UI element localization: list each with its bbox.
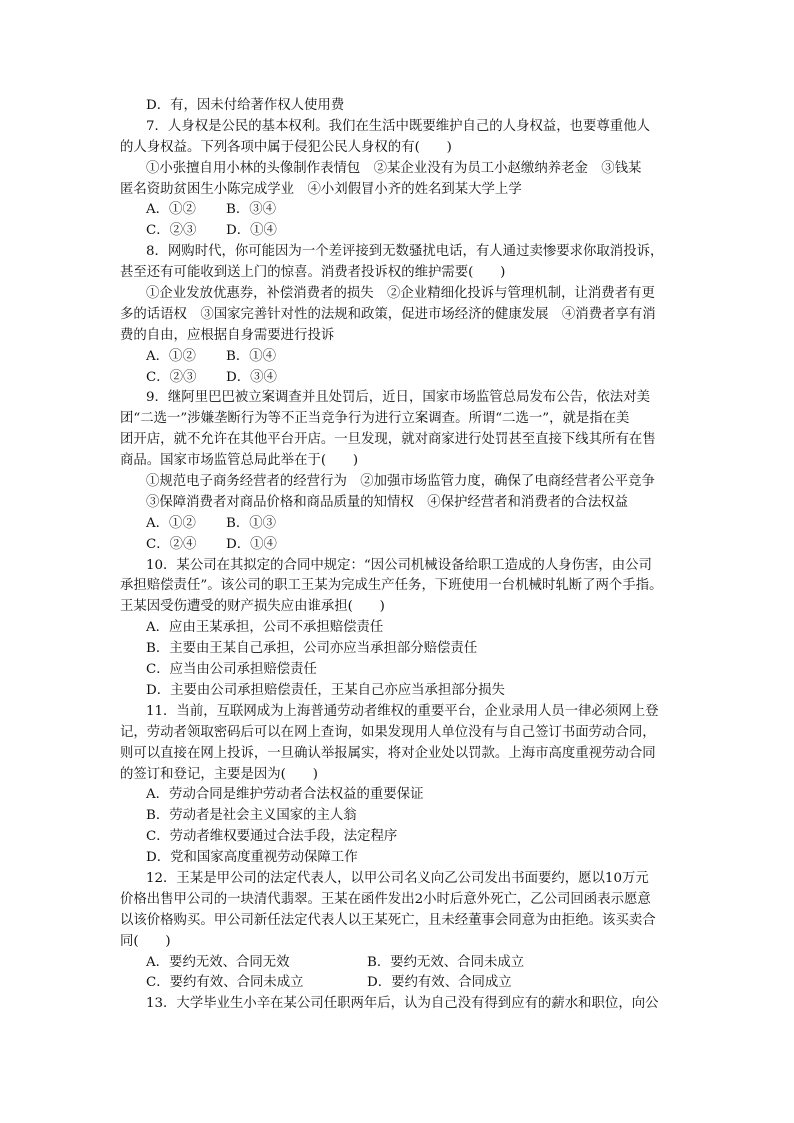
question-7-statements: ①小张擅自用小林的头像制作表情包 ②某企业没有为员工小赵缴纳养老金 ③钱某 [146, 160, 642, 176]
option-a: A．①② [146, 348, 196, 364]
question-8-options-row [120, 347, 680, 368]
option-d: D．党和国家高度重视劳动保障工作 [146, 850, 358, 866]
option-a: A．劳动合同是维护劳动者合法权益的重要保证 [146, 787, 424, 803]
question-9-statements: ①规范电子商务经营者的经营行为 ②加强市场监管力度，确保了电商经营者公平竞争 [146, 474, 655, 490]
document-page [120, 96, 680, 1015]
option-a: A．①② [146, 515, 196, 531]
question-11-stem: 则可以直接在网上投诉，一旦确认举报属实，将对企业处以罚款。上海市高度重视劳动合同 [120, 745, 656, 761]
question-8-statements: 费的自由，应根据自身需要进行投诉 [120, 327, 335, 343]
question-8-stem: 甚至还有可能收到送上门的惊喜。消费者投诉权的维护需要( ) [120, 265, 506, 281]
option-d: D．①④ [226, 223, 277, 239]
option-line: D．有，因未付给著作权人使用费 [146, 98, 345, 113]
option-d: D．主要由公司承担赔偿责任，王某自己亦应当承担部分损失 [146, 682, 505, 698]
option-d: D．③④ [226, 369, 277, 385]
question-10-stem: 10．某公司在其拟定的合同中规定：“因公司机械设备给职工造成的人身伤害，由公司 [146, 557, 652, 573]
option-b: B．劳动者是社会主义国家的主人翁 [146, 808, 357, 824]
question-9-statements: ③保障消费者对商品价格和商品质量的知情权 ④保护经营者和消费者的合法权益 [146, 494, 629, 510]
question-9-stem: 9．继阿里巴巴被立案调查并且处罚后，近日，国家市场监管总局发布公告，依法对美 [146, 390, 650, 406]
question-10-stem: 王某因受伤遭受的财产损失应由谁承担( ) [120, 599, 385, 615]
option-a: A．应由王某承担，公司不承担赔偿责任 [146, 620, 384, 636]
question-12-stem: 12．王某是甲公司的法定代表人，以甲公司名义向乙公司发出书面要约，愿以10万元 [146, 870, 649, 886]
option-b: B．主要由王某自己承担，公司亦应当承担部分赔偿责任 [146, 641, 478, 657]
question-9-options-row [120, 514, 680, 535]
option-c: C．要约有效、合同未成立 [146, 975, 304, 991]
question-7-options-row [120, 200, 680, 221]
question-7-stem: 7．人身权是公民的基本权利。我们在生活中既要维护自己的人身权益，也要尊重他人 [146, 118, 650, 134]
question-9-stem: 团开店，就不允许在其他平台开店。一旦发现，就对商家进行处罚甚至直接下线其所有在售 [120, 432, 656, 448]
option-d: D．①④ [226, 536, 277, 552]
question-11-stem: 11．当前，互联网成为上海普通劳动者维权的重要平台，企业录用人员一律必须网上登 [146, 703, 659, 719]
question-12-stem: 价格出售甲公司的一块清代翡翠。王某在函件发出2小时后意外死亡，乙公司回函表示愿意 [120, 891, 651, 907]
option-b: B．①③ [226, 515, 277, 531]
option-c: C．②③ [146, 223, 197, 239]
question-7-stem: 的人身权益。下列各项中属于侵犯公民人身权的有( ) [120, 139, 452, 155]
question-12-options-row [120, 953, 680, 974]
question-9-options-row [120, 535, 680, 556]
option-c: C．应当由公司承担赔偿责任 [146, 662, 317, 678]
question-13-stem: 13．大学毕业生小辛在某公司任职两年后，认为自己没有得到应有的薪水和职位，向公 [146, 996, 659, 1012]
question-11-stem: 的签订和登记，主要是因为( ) [120, 766, 318, 782]
question-8-stem: 8．网购时代，你可能因为一个差评接到无数骚扰电话，有人通过卖惨要求你取消投诉， [146, 244, 664, 260]
option-d: D．要约有效、合同成立 [367, 975, 512, 991]
question-9-stem: 团“二选一”涉嫌垄断行为等不正当竞争行为进行立案调查。所谓“二选一”，就是指在美 [120, 411, 630, 427]
question-12-stem: 以该价格购买。甲公司新任法定代表人以王某死亡，且未经董事会同意为由拒绝。该买卖合 [120, 912, 656, 928]
question-8-statements: ①企业发放优惠券，补偿消费者的损失 ②企业精细化投诉与管理机制，让消费者有更 [146, 286, 655, 302]
question-7-statements: 匿名资助贫困生小陈完成学业 ④小刘假冒小齐的姓名到某大学上学 [120, 181, 522, 197]
question-7-options-row [120, 221, 680, 242]
option-a: A．①② [146, 202, 196, 218]
question-9-stem: 商品。国家市场监管总局此举在于( ) [120, 453, 359, 469]
question-12-options-row [120, 973, 680, 994]
option-c: C．劳动者维权要通过合法手段，法定程序 [146, 829, 398, 845]
option-b: B．要约无效、合同未成立 [367, 954, 525, 970]
question-8-statements: 多的话语权 ③国家完善针对性的法规和政策，促进市场经济的健康发展 ④消费者享有消 [120, 306, 656, 322]
question-11-stem: 记，劳动者领取密码后可以在网上查询，如果发现用人单位没有与自己签订书面劳动合同， [120, 724, 656, 740]
option-b: B．③④ [226, 202, 277, 218]
option-b: B．①④ [226, 348, 277, 364]
question-10-stem: 承担赔偿责任”。该公司的职工王某为完成生产任务，下班使用一台机械时轧断了两个手指。 [120, 578, 663, 594]
question-8-options-row [120, 368, 680, 389]
option-c: C．②③ [146, 369, 197, 385]
option-c: C．②④ [146, 536, 197, 552]
question-12-stem: 同( ) [120, 933, 171, 949]
option-a: A．要约无效、合同无效 [146, 954, 290, 970]
